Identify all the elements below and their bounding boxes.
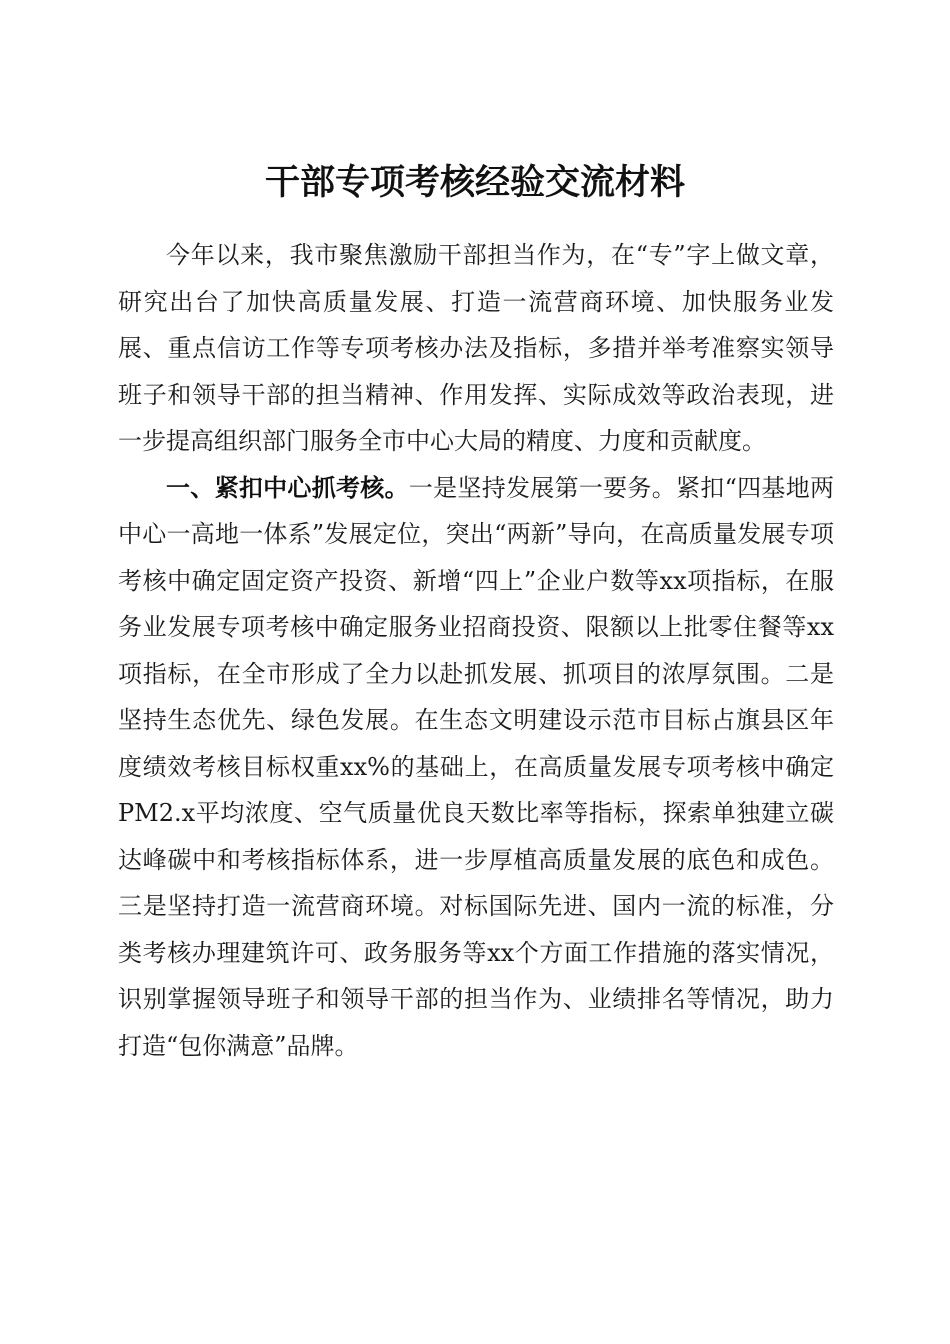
document-title: 干部专项考核经验交流材料 [264, 162, 685, 204]
section-1-body: 一是坚持发展第一要务。紧扣“四基地两中心一高地一体系”发展定位，突出“两新”导向，在高质量发展专项考核中确定固定资产投资、新增“四上”企业户数等xx项指标，在服务业发展专项考核中确定服务业招商投资、限额以上批零住餐等xx项指标，在全市形成了全力以赴抓发展、抓项目的浓厚氛围。二是坚持生态优先、绿色发展。在生态文明建设示范市目标占旗县区年度绩效考核目标权重xx%的基础上，在高质量发展专项考核中确定PM2.x平均浓度、空气质量优良天数比率等指标，探索单独建立碳达峰碳中和考核指标体系，进一步厚植高质量发展的底色和成色。三是坚持打造一流营商环境。对标国际先进、国内一流的标准，分类考核办理建筑许可、政务服务等xx个方面工作措施的落实情况，识别掌握领导班子和领导干部的担当作为、业绩排名等情况，助力打造“包你满意”品牌。 [118, 473, 834, 1060]
document-body [118, 232, 834, 1069]
section-1-heading: 一、紧扣中心抓考核。 [166, 473, 409, 502]
section-1-paragraph [118, 465, 834, 1070]
intro-paragraph: 今年以来，我市聚焦激励干部担当作为，在“专”字上做文章，研究出台了加快高质量发展、打造一流营商环境、加快服务业发展、重点信访工作等专项考核办法及指标，多措并举考准察实领导班子和领导干部的担当精神、作用发挥、实际成效等政治表现，进一步提高组织部门服务全市中心大局的精度、力度和贡献度。 [118, 241, 834, 455]
